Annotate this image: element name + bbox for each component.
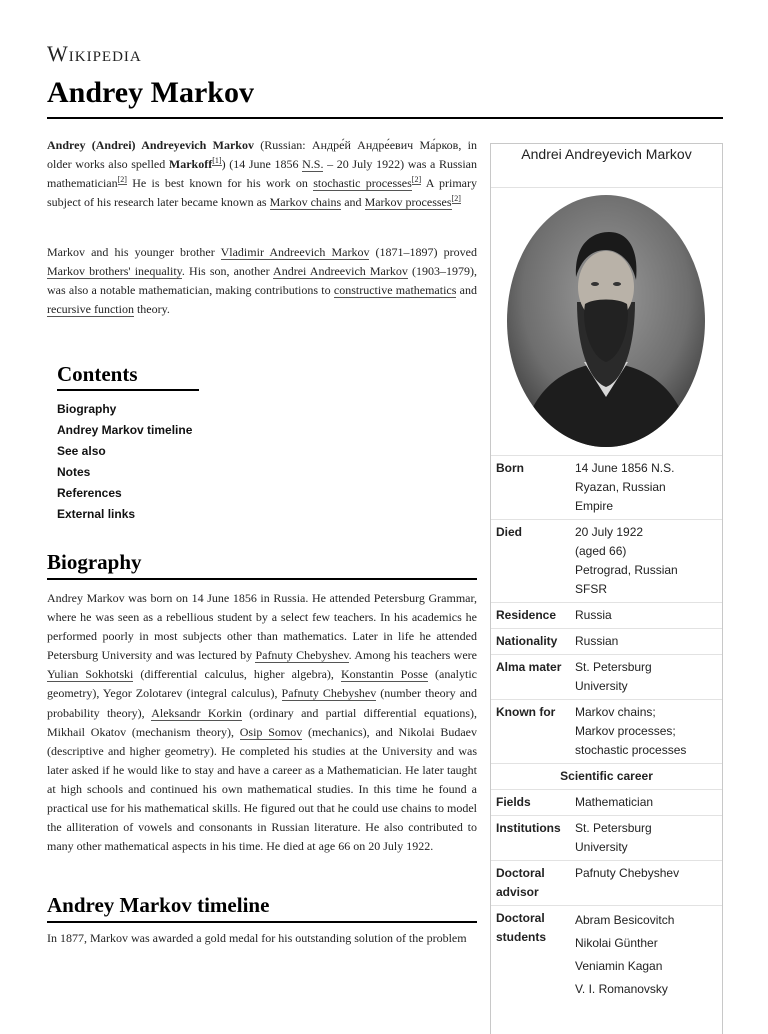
label: Born [496,461,524,475]
markov-processes-link[interactable]: Markov processes [364,195,452,210]
text: (1903–1979), was also a notable mathematician, making contributions to [47,264,477,298]
alma-line-2: University [575,679,628,693]
infobox-title: Andrei Andreyevich Markov [521,146,692,162]
label: Residence [496,608,557,622]
text: – 20 July 1922) was a Russian mathematician [47,157,477,191]
infobox-row-known-for [491,699,722,763]
born-place-2: Empire [575,499,614,513]
label-line-2: advisor [496,885,539,899]
text: ) (14 June 1856 [221,157,303,172]
korkin-link[interactable]: Aleksandr Korkin [151,705,242,720]
text: (mechanics), and Nikolai Budaev (descriptive and higher geometry). He completed his studies at the University and was later asked if he would like to stay and have a career as a Mathematician. He later taught at high schools and continued his own mathematical studies. In this time he found a practical use for his mathematical skills. He figured out that he could use chains to model the alliteration of vowels and consonants in Russian literature. He also contributed to many other mathematical aspects in his time. He died at age 66 on 20 July 1922. [47,724,477,854]
recursive-function-link[interactable]: recursive function [47,302,134,317]
text: A primary subject of his research later became known as [47,176,478,210]
alt-spelling: Markoff [168,157,213,172]
died-date: 20 July 1922 [575,525,644,539]
ns-link[interactable]: N.S. [302,157,324,172]
markov-chains-link[interactable]: Markov chains [269,195,342,210]
chebyshev-link[interactable]: Pafnuty Chebyshev [255,648,349,663]
toc-item-biography[interactable]: Biography [57,402,117,416]
text: (ordinary and partial differential equations), Mikhail Okatov (mechanism theory), [47,705,477,739]
label [491,909,575,1001]
table-of-contents [57,362,257,525]
text: and [456,283,478,298]
markov-inequality-link[interactable]: Markov brothers' inequality [47,264,182,279]
scientific-career-header: Scientific career [491,763,722,789]
text: theory. [133,302,170,317]
value[interactable] [575,658,722,696]
text: (differential calculus, higher algebra), [133,667,341,682]
text: (number theory and probability theory), [47,686,478,720]
text: He is best known for his work on [126,176,314,191]
intro-paragraph-2 [47,243,477,319]
portrait-container [491,187,722,455]
label [491,864,575,902]
ref-link-2[interactable]: [2] [117,175,127,185]
died-place: Petrograd, Russian [575,563,678,577]
text: , in older works also spelled [47,138,477,172]
intro-paragraph [47,136,477,212]
text: Andrey Markov was born on 14 June 1856 in Russia. He attended Petersburg Grammar, where he was seen as a rebellious student by a select few teachers. In his academics he performed poorly in most subjects other than mathematics. Later in life he attended Petersburg University and was lectured by [47,591,477,663]
infobox-row-alma-mater [491,654,722,699]
stochastic-processes-link[interactable]: stochastic processes [313,176,412,191]
born-place: Ryazan, Russian [575,480,666,494]
toc-item-notes[interactable]: Notes [57,465,91,479]
label-line-1: Doctoral [496,866,545,880]
infobox-row-doctoral-advisor [491,860,722,905]
institution-line-1: St. Petersburg [575,821,652,835]
toc-item-external-links[interactable]: External links [57,507,136,521]
title-divider [47,117,723,119]
student-2[interactable]: Nikolai Günther [575,936,658,950]
infobox-row-residence [491,602,722,628]
value [575,703,722,760]
alma-line-1: St. Petersburg [575,660,652,674]
timeline-paragraph: In 1877, Markov was awarded a gold medal for his outstanding solution of the problem [47,931,467,945]
text: (analytic geometry), Yegor Zolotarev (integral calculus), [47,667,477,701]
infobox-row-doctoral-students [491,905,722,1004]
value: Russian [575,634,619,648]
infobox-row-born [491,455,722,519]
infobox-row-died [491,519,722,602]
text: . His son, another [181,264,274,279]
page-title: Andrey Markov [47,76,254,109]
text: (Russian: [253,138,312,152]
ref-link-3[interactable]: [2] [411,175,422,185]
label-line-2: students [496,930,547,944]
student-1[interactable]: Abram Besicovitch [575,913,675,927]
portrait-image[interactable] [499,192,713,450]
text: Markov and his younger brother [47,245,221,259]
andrei-markov-jr-link[interactable]: Andrei Andreevich Markov [273,264,408,279]
infobox-row-institutions [491,815,722,860]
died-place-2: SFSR [575,582,608,596]
posse-link[interactable]: Konstantin Posse [340,667,428,682]
text: (1871–1897) proved [369,245,477,259]
label: Known for [496,705,556,719]
student-4[interactable]: V. I. Romanovsky [575,982,668,996]
russian-name: Андре́й Андре́евич Ма́рков [311,138,459,152]
label: Died [496,525,523,539]
value [575,523,722,599]
label-line-1: Doctoral [496,911,545,925]
infobox-row-fields [491,789,722,815]
label: Alma mater [496,660,562,674]
subject-name: Andrey (Andrei) Andreyevich Markov [47,138,254,152]
died-age: (aged 66) [575,544,627,558]
value [575,459,722,516]
infobox [490,143,723,1034]
ref-link-4[interactable]: [2] [451,194,461,204]
value[interactable]: Mathematician [575,795,654,809]
wikipedia-logo[interactable]: Wikipedia [47,41,142,66]
ref-link-1[interactable]: [1] [212,156,222,166]
timeline-heading: Andrey Markov timeline [47,893,477,923]
born-date: 14 June 1856 N.S. [575,461,675,475]
vladimir-markov-link[interactable]: Vladimir Andreevich Markov [220,245,370,259]
student-3[interactable]: Veniamin Kagan [575,959,663,973]
known-3[interactable]: stochastic processes [575,743,687,757]
chebyshev-link-2[interactable]: Pafnuty Chebyshev [281,686,377,701]
known-1[interactable]: Markov chains; [575,705,656,719]
text: . Among his teachers were [348,648,477,663]
value[interactable] [575,819,722,857]
toc-item-references[interactable]: References [57,486,122,500]
somov-link[interactable]: Osip Somov [239,724,303,739]
biography-heading: Biography [47,550,477,580]
contents-divider [57,389,199,391]
toc-item-timeline[interactable]: Andrey Markov timeline [57,423,193,437]
label: Institutions [496,821,561,835]
label: Fields [496,795,531,809]
known-2[interactable]: Markov processes; [575,724,676,738]
value[interactable]: Pafnuty Chebyshev [575,866,680,880]
toc-item-see-also[interactable]: See also [57,444,106,458]
label: Nationality [496,634,558,648]
value [575,909,722,1001]
text: and [341,195,365,210]
contents-title: Contents [57,362,138,386]
value: Russia [575,608,612,622]
biography-paragraph [47,559,477,856]
sokhotski-link[interactable]: Yulian Sokhotski [47,667,134,682]
institution-line-2: University [575,840,628,854]
constructive-mathematics-link[interactable]: constructive mathematics [333,283,457,298]
infobox-row-nationality [491,628,722,654]
